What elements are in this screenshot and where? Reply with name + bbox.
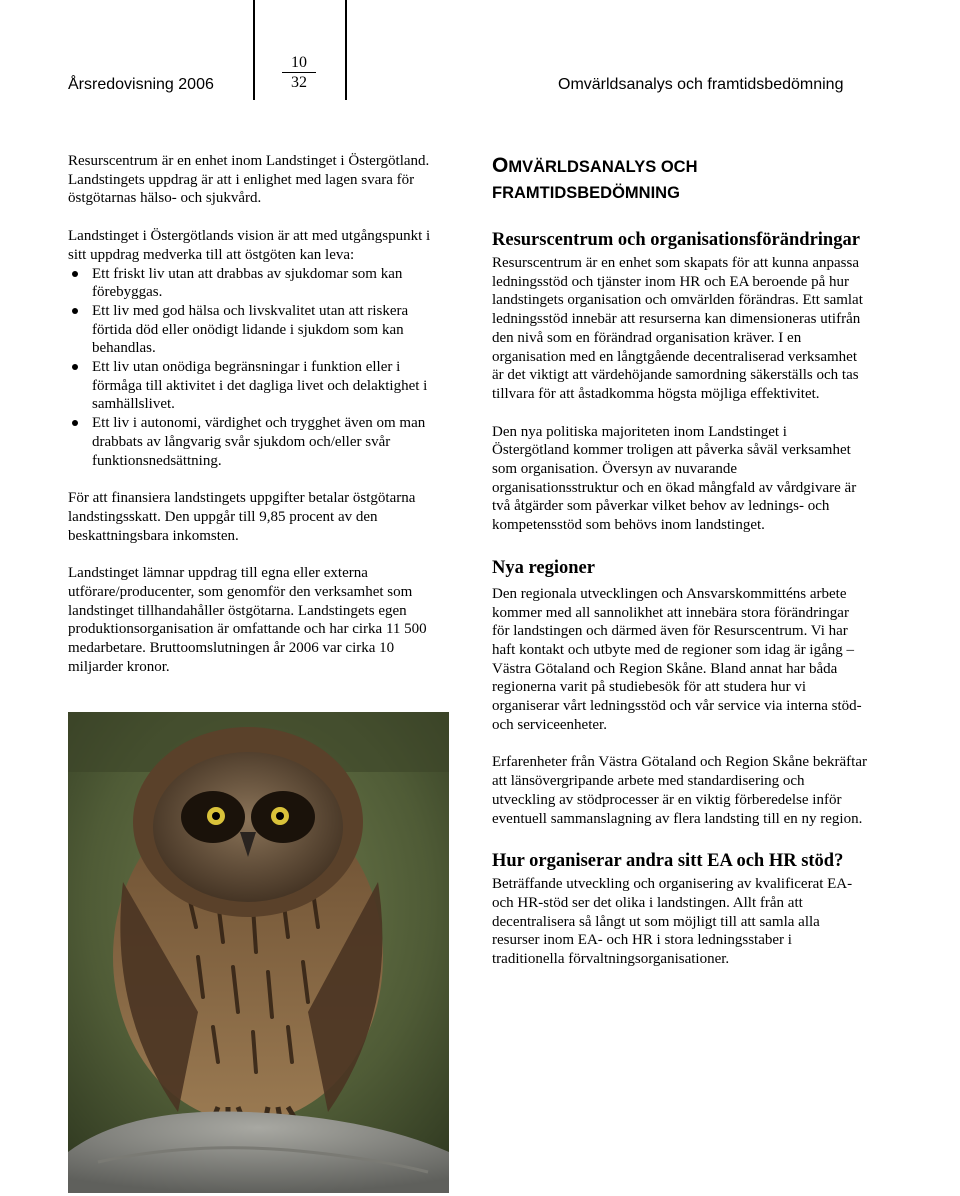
header-divider-right [345, 0, 347, 100]
page-number [282, 54, 316, 93]
section-title-line-1 [492, 153, 872, 180]
heading-resurscentrum: Resurscentrum och organisationsförändringar [492, 230, 860, 250]
organisation-paragraph: Landstinget lämnar uppdrag till egna eller externa utförare/producenter, som genomför den verksamhet som landstinget tillhandahåller östgötarna. Landstingets egen produktionsorganisation är omfattande och har cirka 11 500 medarbetare. Bruttoomslutningen år 2006 var cirka 10 miljarder kronor. [68, 565, 427, 675]
vision-bullet-list [68, 265, 438, 471]
regioner-paragraph-2: Erfarenheter från Västra Götaland och Region Skåne bekräftar att länsövergripande arbete med standardisering och utveckling av stödprocesser är en viktig förberedelse inför eventuell sammanslagning av flera landsting till en ny region. [492, 754, 867, 827]
vision-intro-paragraph: Landstinget i Östergötlands vision är att med utgångspunkt i sitt uppdrag medverka till att östgöten kan leva: [68, 228, 431, 263]
page-number-top: 10 [282, 54, 316, 73]
owl-photo [68, 712, 449, 1193]
header-section-title: Omvärldsanalys och framtidsbedömning [558, 76, 844, 93]
section-title [492, 153, 872, 206]
list-item: Ett liv med god hälsa och livskvalitet utan att riskera förtida död eller onödigt lidande i sjukdom som kan behandlas. [68, 302, 438, 358]
right-column-text [492, 229, 867, 969]
section-title-rest: MVÄRLDSANALYS OCH [508, 158, 698, 176]
section-title-initial: O [492, 154, 509, 177]
header-divider-left [253, 0, 255, 100]
intro-paragraph: Resurscentrum är en enhet inom Landstinget i Östergötland. Landstingets uppdrag är att i enlighet med lagen svara för östgötarnas hälso- och sjukvård. [68, 153, 430, 207]
heading-nya-regioner: Nya regioner [492, 557, 595, 578]
section-title-line-2: FRAMTIDSBEDÖMNING [492, 184, 680, 202]
list-item: Ett liv utan onödiga begränsningar i funktion eller i förmåga till aktivitet i det dagliga livet och delaktighet i samhällslivet. [68, 358, 438, 414]
owl-illustration [68, 712, 449, 1193]
list-item: Ett liv i autonomi, värdighet och trygghet även om man drabbats av långvarig svår sjukdom och/eller svår funktionsnedsättning. [68, 414, 438, 470]
financing-paragraph: För att finansiera landstingets uppgifter betalar östgötarna landstingsskatt. Den uppgår till 9,85 procent av den beskattningsbara inkomsten. [68, 490, 416, 544]
organiserar-paragraph: Beträffande utveckling och organisering av kvalificerat EA- och HR-stöd ser det olika i landstingen. Allt från att decentralisera så långt ut som möjligt till att samla alla resurser inom EA- och HR i stora ledningsstaber i traditionella förvaltningsorganisationer. [492, 876, 853, 968]
regioner-paragraph-1: Den regionala utvecklingen och Ansvarskommitténs arbete kommer med all sannolikhet att innebära stora förändringar för landstingen och därmed även för Resurscentrum. Vi har haft kontakt och utbyte med de regioner som idag är igång – Västra Götaland och Region Skåne. Bland annat har båda regionerna varit på studiebesök för att studera hur vi organiserar vårt ledningsstöd och vår service via interna stöd- och serviceenheter. [492, 585, 862, 733]
resurscentrum-paragraph-2: Den nya politiska majoriteten inom Landstinget i Östergötland kommer troligen att påverka såväl verksamhet som organisation. Översyn av nuvarande organisationsstruktur och en ökad mångfald av vårdgivare är två åtgärder som påverkar vilket behov av lednings- och kompetensstöd som behövs inom landstinget. [492, 423, 857, 534]
page-number-bottom: 32 [291, 74, 307, 91]
heading-hur-organiserar: Hur organiserar andra sitt EA och HR stöd? [492, 851, 844, 872]
list-item: Ett friskt liv utan att drabbas av sjukdomar som kan förebyggas. [68, 265, 438, 302]
left-column-text [68, 152, 438, 677]
header-report-title: Årsredovisning 2006 [68, 76, 214, 93]
resurscentrum-paragraph-1: Resurscentrum är en enhet som skapats för att kunna anpassa ledningsstöd och tjänster inom HR och EA beroende på hur landstingets organisation och omvärlden förändras. Ett samlat ledningsstöd innebär att resurserna kan dimensioneras utifrån den nivå som en förändrad organisation kräver. I en organisation med en långtgående decentraliserad verksamhet är det viktigt att värdehöjande samordning säkerställs och tas tillvara för att åstadkomma högsta möjliga effektivitet. [492, 255, 863, 402]
